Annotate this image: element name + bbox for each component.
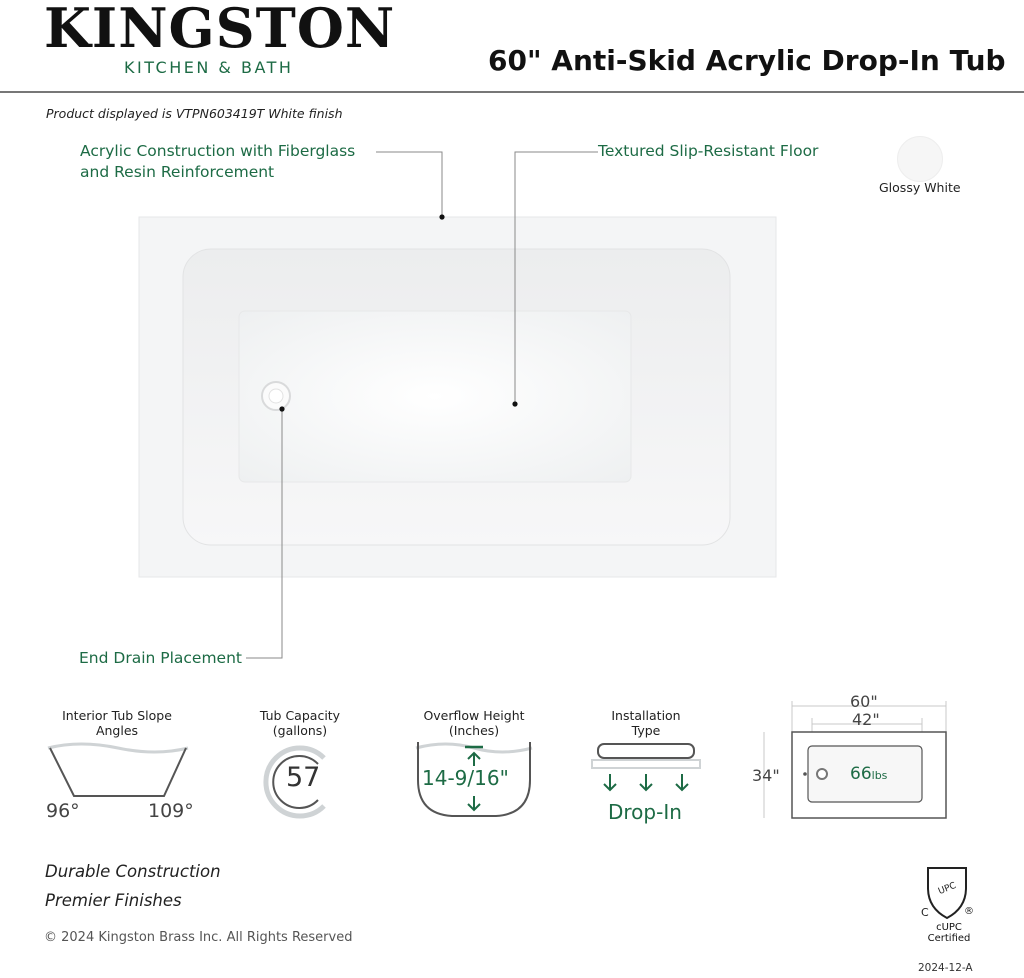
callout-construction-line1: Acrylic Construction with Fiberglass — [80, 142, 356, 160]
tub-floor — [239, 311, 631, 482]
slope-label — [47, 708, 187, 738]
overflow-value: 14-9/16" — [422, 766, 509, 790]
copyright: © 2024 Kingston Brass Inc. All Rights Reserved — [44, 930, 353, 945]
installation-value: Drop-In — [608, 800, 682, 824]
drop-in-icon — [588, 740, 706, 798]
brand-tagline: KITCHEN & BATH — [124, 58, 294, 77]
capacity-label-line2: (gallons) — [272, 723, 328, 738]
dimension-interior: 42" — [852, 710, 880, 729]
slope-angle-right: 109° — [148, 800, 194, 822]
finish-label: Glossy White — [879, 180, 961, 195]
capacity-label-line1: Tub Capacity — [259, 708, 341, 723]
leader-dot-construction — [439, 214, 444, 219]
product-note: Product displayed is VTPN603419T White finish — [46, 106, 343, 121]
callout-construction-line2: and Resin Reinforcement — [80, 163, 275, 181]
weight-readout — [850, 764, 887, 784]
weight-unit: lbs — [871, 769, 888, 782]
dimension-drain-icon — [817, 769, 827, 779]
cupc-label — [919, 922, 979, 944]
leader-construction — [376, 152, 442, 217]
dimension-width: 34" — [752, 766, 780, 785]
feature-durable: Durable Construction — [45, 862, 221, 881]
slope-label-line2: Angles — [95, 723, 139, 738]
callout-floor: Textured Slip-Resistant Floor — [598, 142, 819, 160]
capacity-value: 57 — [286, 762, 321, 793]
cupc-registered: ® — [964, 906, 974, 917]
cupc-mark-text: UPC — [937, 880, 958, 897]
slope-label-line1: Interior Tub Slope — [62, 708, 172, 723]
document-code: 2024-12-A — [918, 962, 973, 974]
callout-drain: End Drain Placement — [79, 649, 242, 667]
cupc-label-line1: cUPC — [936, 922, 962, 933]
overflow-label — [414, 708, 534, 738]
capacity-label — [240, 708, 360, 738]
slope-angle-left: 96° — [46, 800, 80, 822]
leader-dot-drain — [279, 406, 284, 411]
leader-dot-floor — [512, 401, 517, 406]
cupc-c-letter: C — [921, 906, 929, 919]
dimension-length: 60" — [850, 692, 878, 711]
weight-value: 66 — [850, 764, 872, 784]
overflow-label-line1: Overflow Height — [423, 708, 525, 723]
slope-icon — [44, 738, 192, 808]
installation-label-line2: Type — [631, 723, 661, 738]
brand-logo-name: KINGSTON — [44, 0, 396, 60]
installation-label — [586, 708, 706, 738]
feature-finishes: Premier Finishes — [45, 891, 182, 910]
cupc-label-line2: Certified — [927, 933, 971, 944]
product-title: 60" Anti-Skid Acrylic Drop-In Tub — [488, 44, 1006, 77]
installation-label-line1: Installation — [611, 708, 681, 723]
overflow-label-line2: (Inches) — [448, 723, 500, 738]
